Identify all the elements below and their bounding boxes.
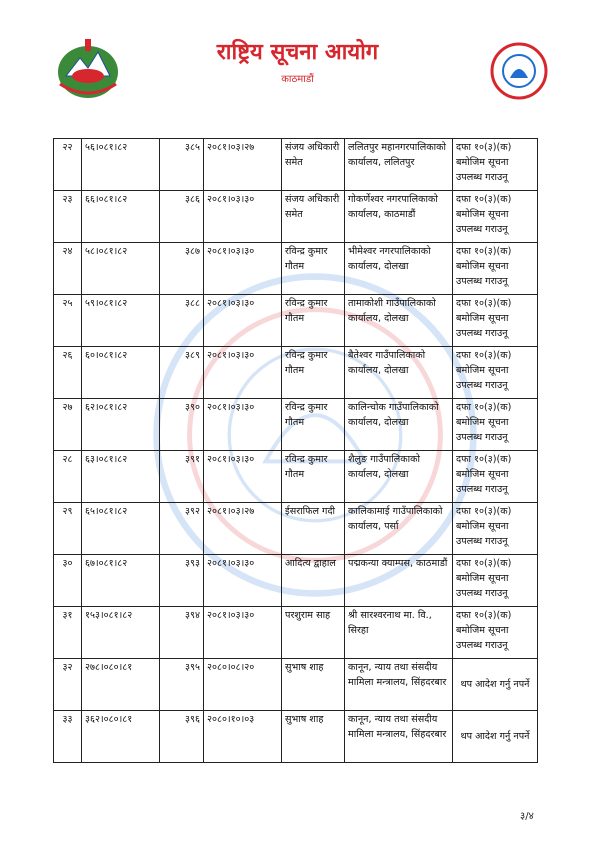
cell-public-body: कालिकामाई गाउँपालिकाको कार्यालय, पर्सा — [345, 503, 453, 555]
cell-public-body: शैलुङ गाउँपालिकाको कार्यालय, दोलखा — [345, 451, 453, 503]
cell-registration-number: ५९।०८१।८२ — [82, 295, 160, 347]
cell-public-body: ललितपुर महानगरपालिकाको कार्यालय, ललितपुर — [345, 139, 453, 191]
cell-decision-date: २०८१।०३।३० — [204, 295, 282, 347]
cell-appellant: रविन्द्र कुमार गौतम — [282, 451, 345, 503]
cell-decision-date: २०८१।०३।३० — [204, 607, 282, 659]
table-row — [54, 607, 538, 659]
page-number: ३/४ — [520, 811, 534, 822]
cell-decision-number: ३८६ — [160, 191, 204, 243]
cell-registration-number: २७८।०८०।८१ — [82, 659, 160, 711]
cell-decision-date: २०८१।०३।३० — [204, 451, 282, 503]
cell-decision: दफा १०(३)(क) बमोजिम सूचना उपलब्ध गराउनू — [453, 399, 538, 451]
cell-appellant: ईसराफिल गदी — [282, 503, 345, 555]
page-title: राष्ट्रिय सूचना आयोग — [216, 40, 379, 65]
cell-serial-number: २२ — [54, 139, 82, 191]
cell-decision-number: ३९० — [160, 399, 204, 451]
cell-decision: थप आदेश गर्नु नपर्ने — [453, 659, 538, 711]
cell-decision-number: ३९२ — [160, 503, 204, 555]
cell-appellant: परशुराम साह — [282, 607, 345, 659]
cell-decision: दफा १०(३)(क) बमोजिम सूचना उपलब्ध गराउनू — [453, 243, 538, 295]
cell-appellant: रविन्द्र कुमार गौतम — [282, 347, 345, 399]
cell-serial-number: २९ — [54, 503, 82, 555]
cell-decision-date: २०८१।०३।३० — [204, 243, 282, 295]
table-row — [54, 451, 538, 503]
cell-appellant: रविन्द्र कुमार गौतम — [282, 243, 345, 295]
table-row — [54, 711, 538, 763]
cell-decision: दफा १०(३)(क) बमोजिम सूचना उपलब्ध गराउनू — [453, 139, 538, 191]
table-row — [54, 659, 538, 711]
cell-serial-number: २३ — [54, 191, 82, 243]
cell-serial-number: ३१ — [54, 607, 82, 659]
cell-decision-number: ३८९ — [160, 347, 204, 399]
cell-serial-number: २४ — [54, 243, 82, 295]
cell-appellant: रविन्द्र कुमार गौतम — [282, 399, 345, 451]
cell-serial-number: ३० — [54, 555, 82, 607]
cell-decision-date: २०८०।१०।०३ — [204, 711, 282, 763]
table-row — [54, 139, 538, 191]
cell-decision: थप आदेश गर्नु नपर्ने — [453, 711, 538, 763]
cell-decision-number: ३९५ — [160, 659, 204, 711]
cell-registration-number: ६२।०८१।८२ — [82, 399, 160, 451]
letterhead — [0, 0, 595, 110]
cell-decision: दफा १०(३)(क) बमोजिम सूचना उपलब्ध गराउनू — [453, 347, 538, 399]
cell-decision-date: २०८१।०३।३० — [204, 555, 282, 607]
table-row — [54, 243, 538, 295]
cell-public-body: श्री सारश्वरनाथ मा. वि., सिरहा — [345, 607, 453, 659]
cell-decision: दफा १०(३)(क) बमोजिम सूचना उपलब्ध गराउनू — [453, 503, 538, 555]
cell-registration-number: १५३।०८१।८२ — [82, 607, 160, 659]
cell-serial-number: २५ — [54, 295, 82, 347]
cell-decision-date: २०८१।०३।३० — [204, 399, 282, 451]
decision-table — [53, 138, 538, 763]
cell-decision-number: ३९४ — [160, 607, 204, 659]
cell-decision-number: ३९३ — [160, 555, 204, 607]
table-row — [54, 191, 538, 243]
cell-serial-number: ३३ — [54, 711, 82, 763]
cell-decision: दफा १०(३)(क) बमोजिम सूचना उपलब्ध गराउनू — [453, 607, 538, 659]
cell-decision-date: २०८१।०३।३० — [204, 191, 282, 243]
cell-appellant: संजय अधिकारी समेत — [282, 191, 345, 243]
table-row — [54, 503, 538, 555]
cell-registration-number: ५६।०८१।८२ — [82, 139, 160, 191]
cell-public-body: कानून, न्याय तथा संसदीय मामिला मन्त्रालय, सिंहदरबार — [345, 659, 453, 711]
commission-logo-icon — [490, 42, 548, 100]
table-row — [54, 399, 538, 451]
cell-serial-number: ३२ — [54, 659, 82, 711]
cell-public-body: गोकर्णेश्वर नगरपालिकाको कार्यालय, काठमाडौं — [345, 191, 453, 243]
cell-decision: दफा १०(३)(क) बमोजिम सूचना उपलब्ध गराउनू — [453, 295, 538, 347]
cell-appellant: आदित्य द्वाहाल — [282, 555, 345, 607]
cell-decision: दफा १०(३)(क) बमोजिम सूचना उपलब्ध गराउनू — [453, 191, 538, 243]
cell-appellant: रविन्द्र कुमार गौतम — [282, 295, 345, 347]
cell-registration-number: ५८।०८१।८२ — [82, 243, 160, 295]
cell-decision: दफा १०(३)(क) बमोजिम सूचना उपलब्ध गराउनू — [453, 555, 538, 607]
page-subtitle: काठमाडौं — [281, 74, 314, 85]
cell-public-body: बैतेश्वर गाउँपालिकाको कार्यालय, दोलखा — [345, 347, 453, 399]
cell-decision-number: ३८८ — [160, 295, 204, 347]
cell-public-body: कानून, न्याय तथा संसदीय मामिला मन्त्रालय, सिंहदरबार — [345, 711, 453, 763]
cell-registration-number: ६५।०८१।८२ — [82, 503, 160, 555]
cell-decision: दफा १०(३)(क) बमोजिम सूचना उपलब्ध गराउनू — [453, 451, 538, 503]
cell-serial-number: २७ — [54, 399, 82, 451]
cell-decision-date: २०८१।०३।३० — [204, 347, 282, 399]
table-row — [54, 295, 538, 347]
cell-registration-number: ६३।०८१।८२ — [82, 451, 160, 503]
cell-decision-number: ३९६ — [160, 711, 204, 763]
cell-public-body: कालिन्चोक गाउँपालिकाको कार्यालय, दोलखा — [345, 399, 453, 451]
cell-appellant: संजय अधिकारी समेत — [282, 139, 345, 191]
cell-decision-number: ३९१ — [160, 451, 204, 503]
cell-decision-date: २०८१।०३।२७ — [204, 503, 282, 555]
cell-registration-number: ६७।०८१।८२ — [82, 555, 160, 607]
cell-decision-number: ३८७ — [160, 243, 204, 295]
cell-appellant: सुभाष शाह — [282, 711, 345, 763]
cell-public-body: तामाकोशी गाउँपालिकाको कार्यालय, दोलखा — [345, 295, 453, 347]
cell-registration-number: ३६२।०८०।८१ — [82, 711, 160, 763]
table-row — [54, 347, 538, 399]
cell-decision-date: २०८०।०८।२० — [204, 659, 282, 711]
cell-serial-number: २६ — [54, 347, 82, 399]
cell-appellant: सुभाष शाह — [282, 659, 345, 711]
cell-decision-date: २०८१।०३।२७ — [204, 139, 282, 191]
cell-decision-number: ३८५ — [160, 139, 204, 191]
cell-serial-number: २८ — [54, 451, 82, 503]
cell-public-body: भीमेश्वर नगरपालिकाको कार्यालय, दोलखा — [345, 243, 453, 295]
table-row — [54, 555, 538, 607]
cell-registration-number: ६०।०८१।८२ — [82, 347, 160, 399]
cell-registration-number: ६६।०८१।८२ — [82, 191, 160, 243]
cell-public-body: पद्मकन्या क्याम्पस, काठमाडौं — [345, 555, 453, 607]
